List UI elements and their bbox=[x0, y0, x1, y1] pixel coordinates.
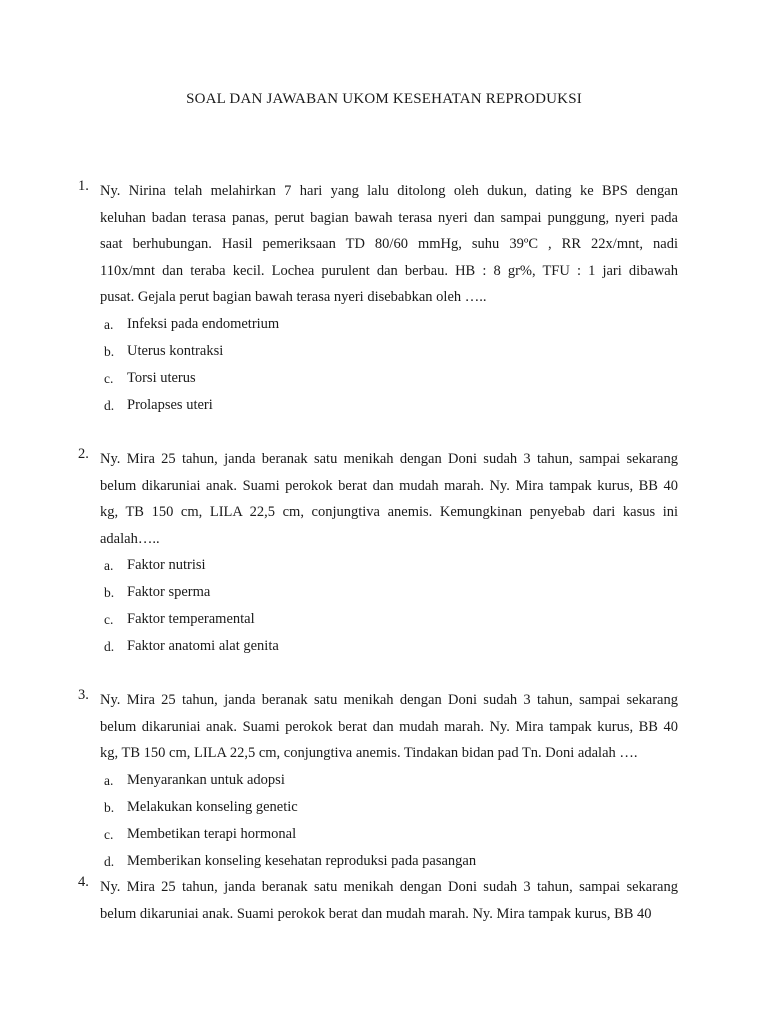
question-3 bbox=[78, 687, 678, 875]
answer-option bbox=[100, 767, 678, 794]
question-text bbox=[100, 446, 678, 552]
document-title: SOAL DAN JAWABAN UKOM KESEHATAN REPRODUKSI bbox=[186, 91, 582, 107]
question-line: Ny. Nirina telah melahirkan 7 hari yang lalu ditolong oleh dukun, dating ke BPS dengan bbox=[100, 183, 678, 199]
option-letter: d. bbox=[104, 639, 115, 654]
question-line: kg, TB 150 cm, LILA 22,5 cm, conjungtiva anemis. Kemungkinan penyebab dari kasus ini bbox=[100, 504, 678, 520]
answer-option bbox=[100, 848, 678, 875]
answer-option bbox=[100, 579, 678, 606]
option-letter: a. bbox=[104, 558, 114, 573]
option-letter: b. bbox=[104, 585, 115, 600]
question-line: kg, TB 150 cm, LILA 22,5 cm, conjungtiva anemis. Tindakan bidan pad Tn. Doni adalah …. bbox=[100, 745, 638, 761]
option-letter: c. bbox=[104, 370, 114, 386]
question-line: 110x/mnt dan teraba kecil. Lochea purulent dan berbau. HB : 8 gr%, TFU : 1 jari dibawah bbox=[100, 262, 678, 279]
question-line: keluhan badan terasa panas, perut bagian bawah terasa nyeri dan sampai punggung, nyeri pada bbox=[100, 209, 678, 226]
option-text: Prolapses uteri bbox=[127, 396, 213, 413]
question-line: saat berhubungan. Hasil pemeriksaan TD 80/60 mmHg, suhu 39ºC , RR 22x/mnt, nadi bbox=[100, 236, 678, 252]
question-number: 1. bbox=[78, 178, 89, 194]
question-text bbox=[100, 687, 678, 767]
option-text: Melakukan konseling genetic bbox=[127, 798, 298, 815]
option-text: Membetikan terapi hormonal bbox=[127, 825, 297, 842]
option-letter: b. bbox=[104, 799, 115, 815]
question-line: belum dikaruniai anak. Suami perokok berat dan mudah marah. Ny. Mira tampak kurus, BB 40 bbox=[100, 905, 652, 922]
answer-option bbox=[100, 311, 678, 338]
option-letter: c. bbox=[104, 612, 114, 627]
question-line: adalah….. bbox=[100, 530, 160, 547]
answer-options bbox=[100, 552, 678, 660]
question-text bbox=[100, 874, 678, 927]
question-line: belum dikaruniai anak. Suami perokok berat dan mudah marah. Ny. Mira tampak kurus, BB 40 bbox=[100, 718, 678, 735]
question-2 bbox=[78, 446, 678, 660]
question-text bbox=[100, 178, 678, 311]
question-line: Ny. Mira 25 tahun, janda beranak satu menikah dengan Doni sudah 3 tahun, sampai sekarang bbox=[100, 879, 678, 895]
option-letter: d. bbox=[104, 397, 115, 413]
option-letter: a. bbox=[104, 316, 114, 332]
question-4 bbox=[78, 874, 678, 927]
option-letter: a. bbox=[104, 772, 114, 788]
answer-options bbox=[100, 311, 678, 419]
answer-option bbox=[100, 552, 678, 579]
option-text: Faktor anatomi alat genita bbox=[127, 638, 279, 654]
question-number: 4. bbox=[78, 874, 89, 890]
answer-option bbox=[100, 606, 678, 633]
question-1 bbox=[78, 178, 678, 419]
question-number: 2. bbox=[78, 446, 89, 462]
answer-option bbox=[100, 392, 678, 419]
answer-option bbox=[100, 338, 678, 365]
option-text: Infeksi pada endometrium bbox=[127, 315, 280, 332]
answer-option bbox=[100, 821, 678, 848]
answer-option bbox=[100, 365, 678, 392]
question-line: belum dikaruniai anak. Suami perokok berat dan mudah marah. Ny. Mira tampak kurus, BB 40 bbox=[100, 477, 678, 494]
question-line: Ny. Mira 25 tahun, janda beranak satu menikah dengan Doni sudah 3 tahun, sampai sekarang bbox=[100, 692, 678, 708]
option-text: Uterus kontraksi bbox=[127, 342, 224, 359]
answer-options bbox=[100, 767, 678, 875]
option-letter: c. bbox=[104, 826, 114, 842]
option-text: Memberikan konseling kesehatan reproduksi pada pasangan bbox=[127, 852, 477, 869]
option-letter: b. bbox=[104, 343, 115, 359]
option-text: Menyarankan untuk adopsi bbox=[127, 771, 285, 788]
question-line: pusat. Gejala perut bagian bawah terasa nyeri disebabkan oleh ….. bbox=[100, 289, 487, 305]
answer-option bbox=[100, 794, 678, 821]
option-text: Faktor sperma bbox=[127, 584, 211, 600]
answer-option bbox=[100, 633, 678, 660]
option-text: Faktor nutrisi bbox=[127, 557, 206, 573]
option-text: Faktor temperamental bbox=[127, 611, 255, 627]
option-text: Torsi uterus bbox=[127, 369, 196, 386]
option-letter: d. bbox=[104, 853, 115, 869]
question-line: Ny. Mira 25 tahun, janda beranak satu menikah dengan Doni sudah 3 tahun, sampai sekarang bbox=[100, 451, 678, 467]
question-number: 3. bbox=[78, 687, 89, 703]
